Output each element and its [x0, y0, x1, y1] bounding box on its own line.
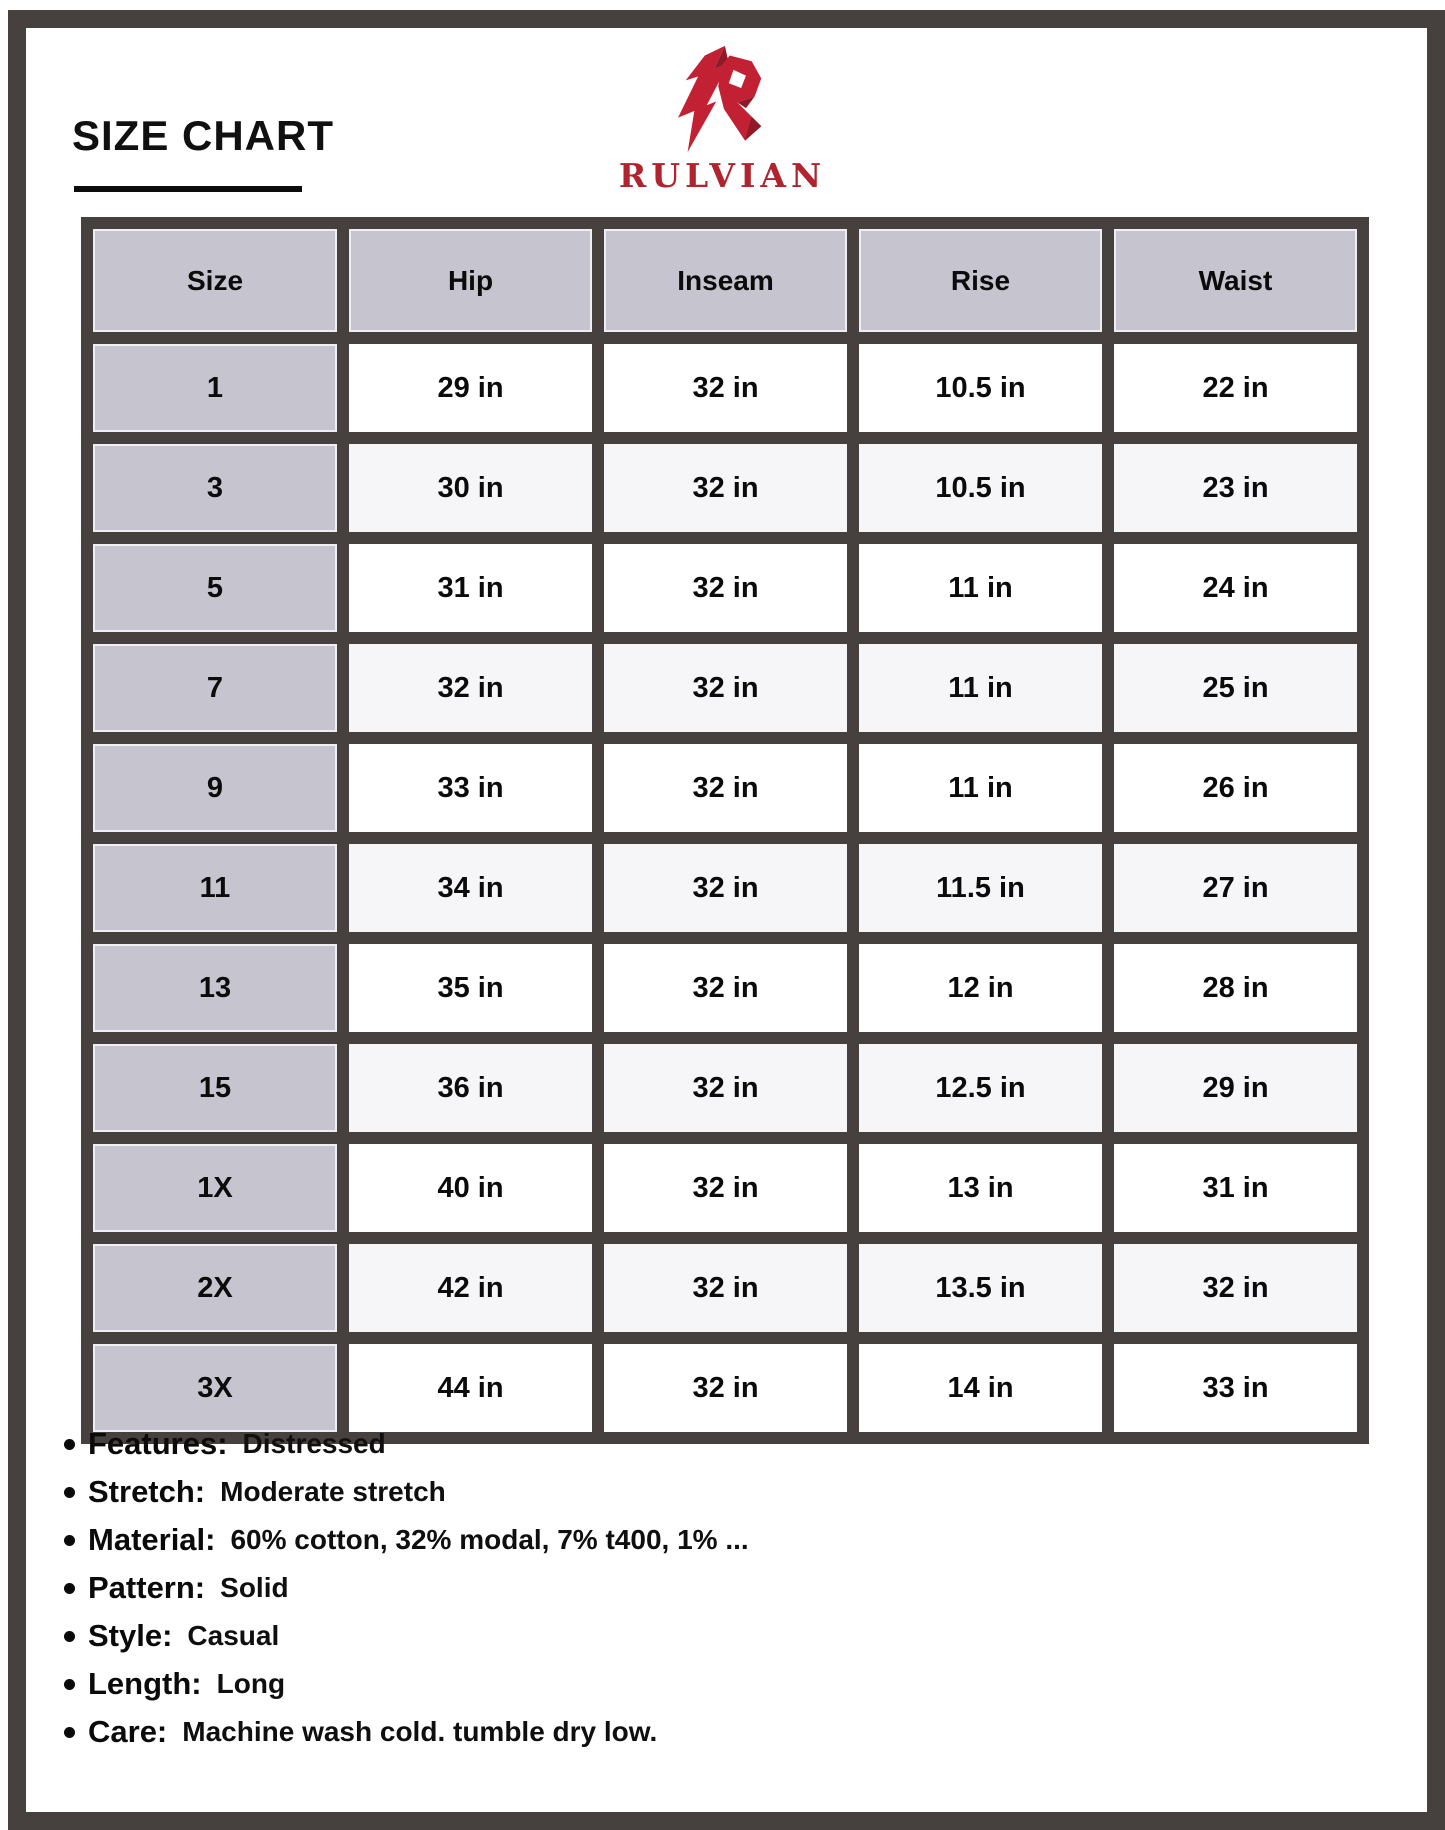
detail-item: [64, 1660, 749, 1708]
detail-value: Long: [216, 1668, 286, 1699]
value-cell: 32 in: [1114, 1244, 1357, 1332]
value-cell: 32 in: [604, 544, 847, 632]
detail-label: Stretch:: [88, 1474, 206, 1509]
value-cell: 32 in: [604, 444, 847, 532]
size-cell: 2X: [93, 1244, 337, 1332]
rulvian-r-monogram-icon: [670, 44, 776, 154]
column-header-size: Size: [93, 229, 337, 332]
column-header-rise: Rise: [859, 229, 1102, 332]
brand-name: RULVIAN: [618, 156, 827, 195]
detail-item: [64, 1708, 749, 1756]
value-cell: 12 in: [859, 944, 1102, 1032]
table-row: [93, 344, 1357, 432]
value-cell: 14 in: [859, 1344, 1102, 1432]
detail-value: Moderate stretch: [220, 1476, 446, 1507]
value-cell: 32 in: [604, 644, 847, 732]
value-cell: 10.5 in: [859, 344, 1102, 432]
value-cell: 27 in: [1114, 844, 1357, 932]
brand-logo: [0, 44, 1445, 195]
size-cell: 3: [93, 444, 337, 532]
value-cell: 31 in: [349, 544, 592, 632]
page-title: SIZE CHART: [72, 112, 334, 159]
detail-item: [64, 1564, 749, 1612]
size-cell: 1: [93, 344, 337, 432]
detail-label: Care:: [88, 1714, 168, 1749]
bullet-icon: [64, 1439, 75, 1450]
size-cell: 11: [93, 844, 337, 932]
value-cell: 42 in: [349, 1244, 592, 1332]
detail-value: Machine wash cold. tumble dry low.: [182, 1716, 658, 1747]
detail-item: [64, 1516, 749, 1564]
value-cell: 32 in: [604, 744, 847, 832]
detail-label: Style:: [88, 1618, 173, 1653]
bullet-icon: [64, 1631, 75, 1642]
value-cell: 34 in: [349, 844, 592, 932]
table-row: [93, 1044, 1357, 1132]
value-cell: 24 in: [1114, 544, 1357, 632]
column-header-hip: Hip: [349, 229, 592, 332]
value-cell: 11 in: [859, 544, 1102, 632]
value-cell: 32 in: [604, 1244, 847, 1332]
value-cell: 10.5 in: [859, 444, 1102, 532]
bullet-icon: [64, 1535, 75, 1546]
value-cell: 32 in: [604, 1344, 847, 1432]
size-cell: 9: [93, 744, 337, 832]
bullet-icon: [64, 1727, 75, 1738]
value-cell: 12.5 in: [859, 1044, 1102, 1132]
size-cell: 1X: [93, 1144, 337, 1232]
value-cell: 13 in: [859, 1144, 1102, 1232]
details-list: [64, 1420, 749, 1756]
bullet-icon: [64, 1679, 75, 1690]
value-cell: 25 in: [1114, 644, 1357, 732]
detail-label: Pattern:: [88, 1570, 206, 1605]
table-row: [93, 1244, 1357, 1332]
bullet-icon: [64, 1583, 75, 1594]
value-cell: 33 in: [349, 744, 592, 832]
size-cell: 3X: [93, 1344, 337, 1432]
detail-value: Casual: [187, 1620, 280, 1651]
detail-label: Length:: [88, 1666, 202, 1701]
value-cell: 29 in: [349, 344, 592, 432]
value-cell: 26 in: [1114, 744, 1357, 832]
value-cell: 13.5 in: [859, 1244, 1102, 1332]
value-cell: 32 in: [349, 644, 592, 732]
column-header-inseam: Inseam: [604, 229, 847, 332]
table-header-row: [93, 229, 1357, 332]
size-cell: 13: [93, 944, 337, 1032]
table-row: [93, 544, 1357, 632]
value-cell: 11 in: [859, 644, 1102, 732]
bullet-icon: [64, 1487, 75, 1498]
value-cell: 22 in: [1114, 344, 1357, 432]
table-row: [93, 1144, 1357, 1232]
value-cell: 32 in: [604, 344, 847, 432]
detail-item: [64, 1612, 749, 1660]
value-cell: 32 in: [604, 944, 847, 1032]
table-row: [93, 944, 1357, 1032]
value-cell: 28 in: [1114, 944, 1357, 1032]
column-header-waist: Waist: [1114, 229, 1357, 332]
detail-label: Features:: [88, 1426, 228, 1461]
detail-label: Material:: [88, 1522, 216, 1557]
value-cell: 36 in: [349, 1044, 592, 1132]
detail-item: [64, 1468, 749, 1516]
value-cell: 23 in: [1114, 444, 1357, 532]
size-cell: 7: [93, 644, 337, 732]
detail-value: Distressed: [242, 1428, 386, 1459]
value-cell: 33 in: [1114, 1344, 1357, 1432]
value-cell: 32 in: [604, 844, 847, 932]
value-cell: 11 in: [859, 744, 1102, 832]
detail-value: 60% cotton, 32% modal, 7% t400, 1% ...: [230, 1524, 749, 1555]
table-row: [93, 744, 1357, 832]
value-cell: 44 in: [349, 1344, 592, 1432]
value-cell: 40 in: [349, 1144, 592, 1232]
table-row: [93, 844, 1357, 932]
value-cell: 31 in: [1114, 1144, 1357, 1232]
value-cell: 32 in: [604, 1044, 847, 1132]
size-cell: 15: [93, 1044, 337, 1132]
value-cell: 35 in: [349, 944, 592, 1032]
detail-item: [64, 1420, 749, 1468]
size-chart-table: [81, 217, 1369, 1444]
value-cell: 30 in: [349, 444, 592, 532]
table-body: [93, 344, 1357, 1432]
table-row: [93, 444, 1357, 532]
table-row: [93, 644, 1357, 732]
detail-value: Solid: [220, 1572, 289, 1603]
size-cell: 5: [93, 544, 337, 632]
value-cell: 11.5 in: [859, 844, 1102, 932]
table-row: [93, 1344, 1357, 1432]
value-cell: 29 in: [1114, 1044, 1357, 1132]
value-cell: 32 in: [604, 1144, 847, 1232]
